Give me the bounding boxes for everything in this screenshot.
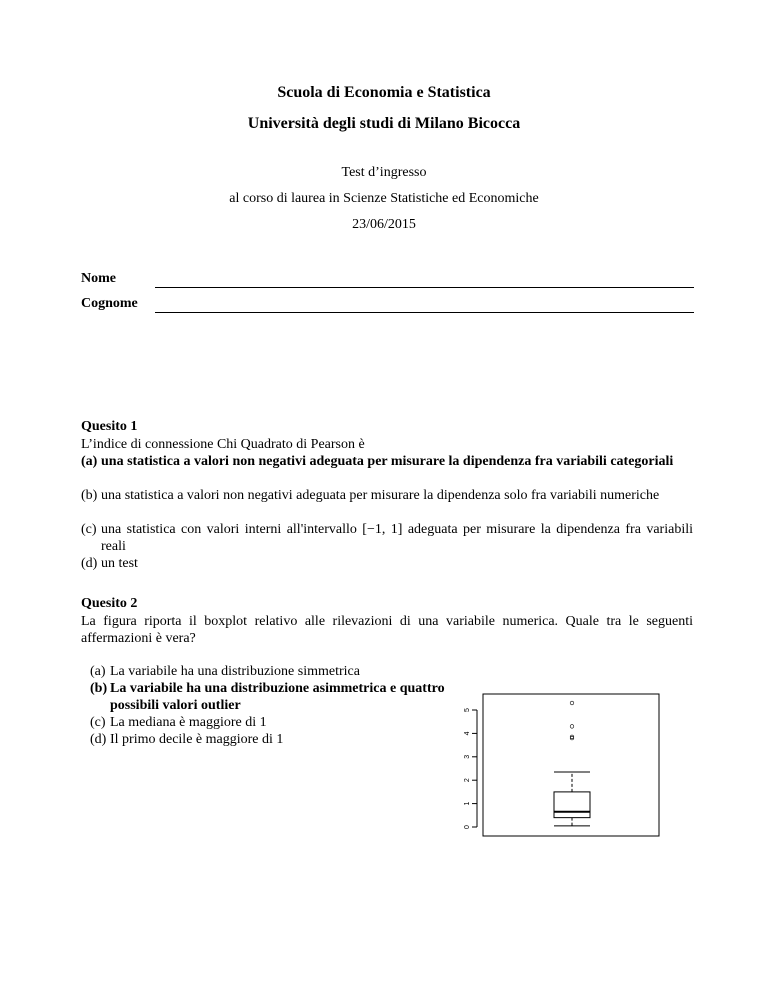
university-title: Università degli studi di Milano Bicocca [247, 115, 521, 132]
q1-option-d-letter: (d) [81, 556, 98, 571]
school-title: Scuola di Economia e Statistica [277, 84, 491, 101]
q1-option-b-letter: (b) [81, 488, 98, 503]
q1-option-c [81, 521, 693, 555]
q2-option-b-text: La variabile ha una distribuzione asimmetrica e quattro possibili valori outlier [110, 681, 445, 713]
q2-text: La figura riporta il boxplot relativo alle rilevazioni di una variabile numerica. Quale tra le seguenti affermazioni è vera? [81, 614, 693, 646]
y-tick-label: 0 [463, 825, 471, 829]
iqr-box [554, 792, 590, 818]
q1-option-a-text: una statistica a valori non negativi adeguata per misurare la dipendenza fra variabili categoriali [101, 454, 674, 469]
q1-option-a [81, 453, 693, 470]
y-tick-label: 1 [463, 801, 471, 806]
q2-option-c-text: La mediana è maggiore di 1 [110, 715, 267, 730]
outlier-point [570, 725, 574, 729]
exam-date: 23/06/2015 [352, 217, 416, 232]
cognome-field[interactable] [155, 312, 694, 313]
q1-text: L’indice di connessione Chi Quadrato di Pearson è [81, 437, 365, 452]
q1-option-a-letter: (a) [81, 454, 98, 469]
test-title: Test d’ingresso [341, 165, 427, 180]
outlier-point [570, 701, 574, 705]
q2-option-d [90, 731, 450, 748]
q2-title: Quesito 2 [81, 596, 138, 611]
y-tick-label: 3 [463, 754, 471, 759]
q1-option-c-letter: (c) [81, 522, 97, 537]
q1-option-c-text: una statistica con valori interni all'intervallo [−1, 1] adeguata per misurare la dipendenza fra variabili reali [101, 522, 693, 554]
q1-title: Quesito 1 [81, 419, 138, 434]
q2-option-a [90, 663, 450, 680]
q2-option-d-text: Il primo decile è maggiore di 1 [110, 732, 284, 747]
q1-option-b [81, 487, 693, 504]
q2-option-d-letter: (d) [90, 732, 107, 747]
nome-field[interactable] [155, 287, 694, 288]
y-tick-label: 4 [463, 731, 471, 736]
nome-label: Nome [81, 271, 116, 286]
boxplot-chart [455, 690, 665, 840]
y-tick-label: 5 [463, 708, 471, 712]
q2-option-a-text: La variabile ha una distribuzione simmetrica [110, 664, 360, 679]
q1-option-b-text: una statistica a valori non negativi adeguata per misurare la dipendenza solo fra variabili numeriche [101, 488, 660, 503]
cognome-label: Cognome [81, 296, 138, 311]
course-title: al corso di laurea in Scienze Statistiche ed Economiche [229, 191, 539, 206]
q1-option-d-text: un test [101, 556, 138, 571]
q2-option-b-letter: (b) [90, 681, 108, 696]
q1-option-d [81, 555, 693, 572]
q2-option-a-letter: (a) [90, 664, 106, 679]
y-tick-label: 2 [463, 778, 471, 783]
q2-option-c [90, 714, 450, 731]
q2-option-b [90, 680, 450, 714]
q2-option-c-letter: (c) [90, 715, 106, 730]
